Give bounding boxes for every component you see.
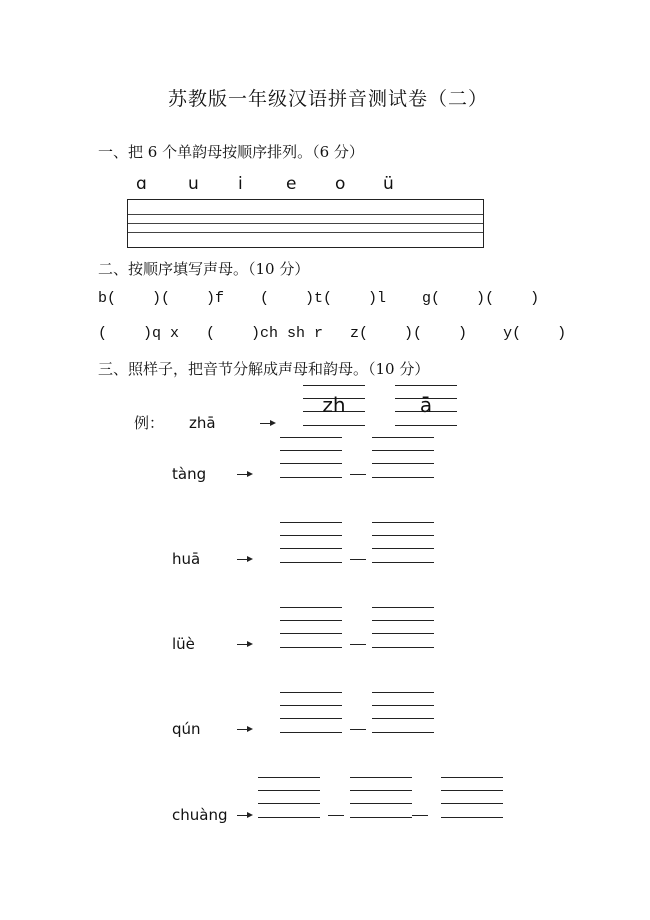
vowel-a: ɑ xyxy=(136,174,147,194)
dash xyxy=(350,559,366,560)
final-box[interactable] xyxy=(372,607,434,649)
vowel-u: u xyxy=(188,174,199,194)
arrow-icon xyxy=(237,474,251,475)
page-title: 苏教版一年级汉语拼音测试卷（二） xyxy=(168,88,489,110)
q1-heading: 一、把 6 个单韵母按顺序排列。（6 分） xyxy=(98,143,364,161)
example-syllable: zhā xyxy=(189,414,216,432)
syllable-tang: tàng xyxy=(172,465,207,483)
final-box[interactable] xyxy=(372,522,434,564)
initial-box[interactable] xyxy=(280,437,342,479)
final-box[interactable] xyxy=(372,692,434,734)
vowel-v: ü xyxy=(383,174,394,194)
initial-box[interactable] xyxy=(280,692,342,734)
q2-heading: 二、按顺序填写声母。（10 分） xyxy=(98,260,310,278)
dash xyxy=(350,474,366,475)
arrow-icon xyxy=(237,729,251,730)
dash xyxy=(412,815,428,816)
q2-line-1[interactable]: b( )( )f ( )t( )l g( )( ) xyxy=(98,290,540,307)
example-initial: zh xyxy=(322,393,346,417)
arrow-icon xyxy=(237,644,251,645)
vowel-i: i xyxy=(238,174,243,194)
syllable-chuang: chuàng xyxy=(172,806,228,824)
syllable-lue: lüè xyxy=(172,635,195,653)
syllable-qun: qún xyxy=(172,720,201,738)
syllable-hua: huā xyxy=(172,550,201,568)
final-box[interactable] xyxy=(441,777,503,819)
q2-line-2[interactable]: ( )q x ( )ch sh r z( )( ) y( ) xyxy=(98,325,567,342)
initial-box[interactable] xyxy=(280,607,342,649)
dash xyxy=(328,815,344,816)
arrow-icon xyxy=(237,815,251,816)
example-final: ā xyxy=(419,393,433,417)
medial-box[interactable] xyxy=(350,777,412,819)
arrow-icon xyxy=(260,423,274,424)
q1-answer-grid[interactable] xyxy=(127,199,484,248)
initial-box[interactable] xyxy=(258,777,320,819)
initial-box[interactable] xyxy=(280,522,342,564)
example-label: 例： xyxy=(134,414,165,432)
vowel-o: o xyxy=(335,174,346,194)
q3-heading: 三、照样子，把音节分解成声母和韵母。（10 分） xyxy=(98,360,430,378)
vowel-e: e xyxy=(286,174,297,194)
final-box[interactable] xyxy=(372,437,434,479)
dash xyxy=(350,644,366,645)
dash xyxy=(350,729,366,730)
arrow-icon xyxy=(237,559,251,560)
